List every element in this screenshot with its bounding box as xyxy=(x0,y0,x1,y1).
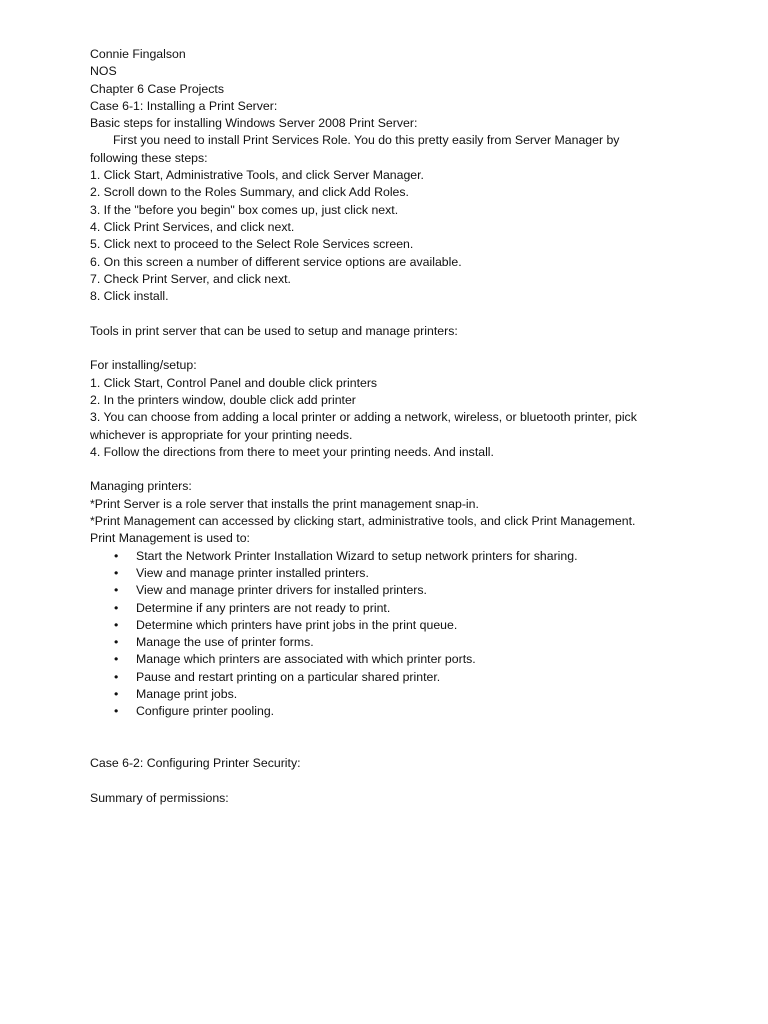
case1-intro: First you need to install Print Services Role. You do this pretty easily from Server Manager by xyxy=(113,133,620,148)
managing-note: Print Management is used to: xyxy=(90,531,250,546)
list-item xyxy=(90,703,650,720)
list-item xyxy=(90,617,650,634)
chapter-title: Chapter 6 Case Projects xyxy=(90,81,224,96)
list-item-text: Start the Network Printer Installation Wizard to setup network printers for sharing. xyxy=(136,548,578,563)
list-item xyxy=(90,669,650,686)
list-item-text: Determine which printers have print jobs in the print queue. xyxy=(136,617,458,632)
install-step: 7. Check Print Server, and click next. xyxy=(90,271,291,286)
spacer xyxy=(90,305,650,322)
setup-step: 1. Click Start, Control Panel and double click printers xyxy=(90,375,378,390)
case1-title: Case 6-1: Installing a Print Server: xyxy=(90,98,278,113)
list-item xyxy=(90,582,650,599)
spacer xyxy=(90,738,650,755)
bullet-icon: • xyxy=(114,600,119,615)
case1-subtitle: Basic steps for installing Windows Server 2008 Print Server: xyxy=(90,116,418,131)
managing-note: *Print Server is a role server that installs the print management snap-in. xyxy=(90,496,479,511)
print-management-list xyxy=(90,548,650,721)
document-page xyxy=(90,46,650,807)
setup-step: 2. In the printers window, double click add printer xyxy=(90,392,356,407)
spacer xyxy=(90,340,650,357)
bullet-icon: • xyxy=(114,686,119,701)
install-step: 5. Click next to proceed to the Select Role Services screen. xyxy=(90,237,414,252)
list-item xyxy=(90,565,650,582)
install-step: 2. Scroll down to the Roles Summary, and click Add Roles. xyxy=(90,185,409,200)
list-item-text: Manage the use of printer forms. xyxy=(136,635,314,650)
list-item-text: Manage which printers are associated with which printer ports. xyxy=(136,652,476,667)
bullet-icon: • xyxy=(114,548,119,563)
list-item-text: View and manage printer drivers for installed printers. xyxy=(136,583,427,598)
list-item-text: Manage print jobs. xyxy=(136,686,238,701)
bullet-icon: • xyxy=(114,617,119,632)
setup-step: 4. Follow the directions from there to meet your printing needs. And install. xyxy=(90,444,494,459)
setup-step: 3. You can choose from adding a local printer or adding a network, wireless, or bluetooth printer, pick xyxy=(90,410,637,425)
bullet-icon: • xyxy=(114,565,119,580)
bullet-icon: • xyxy=(114,652,119,667)
managing-heading: Managing printers: xyxy=(90,479,192,494)
list-item xyxy=(90,686,650,703)
case2-summary: Summary of permissions: xyxy=(90,790,229,805)
install-step: 4. Click Print Services, and click next. xyxy=(90,219,295,234)
spacer xyxy=(90,772,650,789)
course-name: NOS xyxy=(90,64,117,79)
list-item xyxy=(90,651,650,668)
case2-title: Case 6-2: Configuring Printer Security: xyxy=(90,756,301,771)
spacer xyxy=(90,721,650,738)
list-item-text: Configure printer pooling. xyxy=(136,704,275,719)
bullet-icon: • xyxy=(114,583,119,598)
install-step: 1. Click Start, Administrative Tools, and click Server Manager. xyxy=(90,168,424,183)
list-item xyxy=(90,634,650,651)
list-item-text: View and manage printer installed printers. xyxy=(136,565,369,580)
setup-step: whichever is appropriate for your printing needs. xyxy=(90,427,353,442)
author-name: Connie Fingalson xyxy=(90,47,186,61)
bullet-icon: • xyxy=(114,669,119,684)
list-item-text: Pause and restart printing on a particular shared printer. xyxy=(136,669,441,684)
list-item xyxy=(90,548,650,565)
install-step: 8. Click install. xyxy=(90,289,169,304)
list-item-text: Determine if any printers are not ready to print. xyxy=(136,600,391,615)
install-step: 3. If the "before you begin" box comes up, just click next. xyxy=(90,202,399,217)
managing-note: *Print Management can accessed by clicking start, administrative tools, and click Print Management. xyxy=(90,514,636,529)
spacer xyxy=(90,461,650,478)
bullet-icon: • xyxy=(114,635,119,650)
list-item xyxy=(90,600,650,617)
tools-heading: Tools in print server that can be used to setup and manage printers: xyxy=(90,323,458,338)
setup-heading: For installing/setup: xyxy=(90,358,197,373)
case1-intro-cont: following these steps: xyxy=(90,150,208,165)
bullet-icon: • xyxy=(114,704,119,719)
install-step: 6. On this screen a number of different service options are available. xyxy=(90,254,462,269)
